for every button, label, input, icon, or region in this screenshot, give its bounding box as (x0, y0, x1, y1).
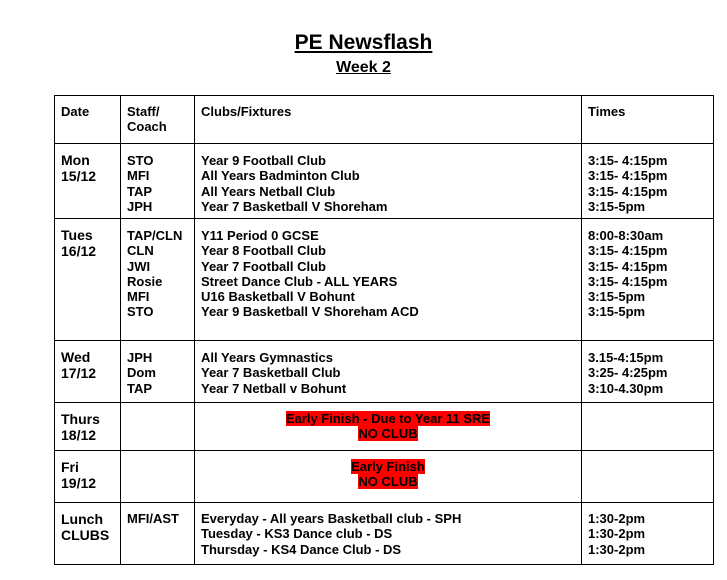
cell-line: Tues (61, 227, 93, 243)
notice-line: NO CLUB (358, 474, 418, 490)
cell-line: Thurs (61, 411, 100, 427)
cell-line: Fri (61, 459, 79, 475)
cell-line: JPH (127, 198, 153, 214)
notice-line: Early Finish - Due to Year 11 SRE (285, 411, 491, 426)
cell-line: Dom (127, 365, 156, 381)
cell-line: 3:15- 4:15pm (588, 273, 668, 289)
header-times: Times (582, 96, 714, 144)
notice-cell (195, 451, 582, 503)
cell-line: 17/12 (61, 365, 97, 381)
cell-line: MFI (127, 289, 150, 305)
cell-line: MFI/AST (127, 511, 179, 526)
cell-line: 3:15-5pm (588, 304, 646, 320)
cell-line: Year 9 Basketball V Shoreham ACD (201, 304, 419, 320)
cell-line: 3:15- 4:15pm (588, 258, 668, 274)
cell-line: JWI (127, 258, 151, 274)
cell-line: STO (127, 304, 154, 320)
table-row (55, 341, 714, 403)
date-cell (55, 219, 121, 341)
cell-line: 3.15-4:15pm (588, 350, 664, 365)
staff-cell (121, 403, 195, 451)
staff-cell (121, 451, 195, 503)
cell-line: Street Dance Club - ALL YEARS (201, 273, 398, 289)
cell-line: Lunch (61, 511, 103, 527)
cell-line: Y11 Period 0 GCSE (201, 228, 319, 243)
cell-line: 3:15- 4:15pm (588, 183, 668, 199)
staff-cell (121, 144, 195, 219)
notice-line: Early Finish (351, 459, 425, 474)
schedule-table (54, 95, 714, 565)
cell-line: Year 7 Netball v Bohunt (201, 380, 347, 396)
header-date: Date (55, 96, 121, 144)
cell-line: MFI (127, 168, 150, 184)
table-row (55, 403, 714, 451)
cell-line: U16 Basketball V Bohunt (201, 289, 355, 305)
clubs-cell (195, 503, 582, 565)
cell-line: 19/12 (61, 475, 97, 491)
staff-cell (121, 503, 195, 565)
cell-line: Year 7 Football Club (201, 258, 326, 274)
cell-line: Year 9 Football Club (201, 153, 326, 168)
staff-cell (121, 219, 195, 341)
cell-line: 3:15-5pm (588, 289, 646, 305)
cell-line: 16/12 (61, 243, 97, 259)
date-cell (55, 503, 121, 565)
times-cell (582, 341, 714, 403)
notice-cell (195, 403, 582, 451)
cell-line: Everyday - All years Basketball club - SPH (201, 511, 462, 526)
staff-cell (121, 341, 195, 403)
cell-line: 3:15- 4:15pm (588, 168, 668, 184)
date-cell (55, 341, 121, 403)
cell-line: 3:10-4.30pm (588, 380, 664, 396)
cell-line: Wed (61, 349, 91, 365)
header-staff: Staff/ Coach (121, 96, 195, 144)
notice-line: NO CLUB (358, 426, 418, 442)
table-row (55, 451, 714, 503)
clubs-cell (195, 144, 582, 219)
table-row (55, 144, 714, 219)
cell-line: 3:15-5pm (588, 198, 646, 214)
cell-line: CLN (127, 243, 154, 259)
cell-line: 18/12 (61, 427, 97, 443)
clubs-cell (195, 341, 582, 403)
page-subtitle: Week 2 (336, 59, 391, 76)
table-row (55, 219, 714, 341)
cell-line: STO (127, 153, 154, 168)
cell-line: 1:30-2pm (588, 526, 646, 542)
cell-line: TAP (127, 183, 153, 199)
cell-line: 3:15- 4:15pm (588, 243, 668, 259)
cell-line: TAP/CLN (127, 228, 183, 243)
cell-line: All Years Gymnastics (201, 350, 334, 365)
cell-line: Year 8 Football Club (201, 243, 326, 259)
cell-line: Year 7 Basketball V Shoreham (201, 198, 388, 214)
header-clubs: Clubs/Fixtures (195, 96, 582, 144)
cell-line: 15/12 (61, 168, 97, 184)
times-cell (582, 503, 714, 565)
date-cell (55, 451, 121, 503)
cell-line: 3:15- 4:15pm (588, 153, 668, 168)
cell-line: All Years Badminton Club (201, 168, 360, 184)
table-header-row (55, 96, 714, 144)
cell-line: 3:25- 4:25pm (588, 365, 668, 381)
cell-line: Year 7 Basketball Club (201, 365, 341, 381)
times-cell (582, 403, 714, 451)
cell-line: Tuesday - KS3 Dance club - DS (201, 526, 393, 542)
table-row (55, 503, 714, 565)
times-cell (582, 451, 714, 503)
date-cell (55, 403, 121, 451)
page-title: PE Newsflash (294, 31, 433, 54)
cell-line: 1:30-2pm (588, 541, 646, 557)
cell-line: Mon (61, 152, 90, 168)
cell-line: All Years Netball Club (201, 183, 336, 199)
cell-line: JPH (127, 350, 153, 365)
cell-line: Rosie (127, 273, 163, 289)
cell-line: TAP (127, 380, 153, 396)
date-cell (55, 144, 121, 219)
clubs-cell (195, 219, 582, 341)
times-cell (582, 144, 714, 219)
cell-line: Thursday - KS4 Dance Club - DS (201, 541, 402, 557)
cell-line: 1:30-2pm (588, 511, 646, 526)
cell-line: CLUBS (61, 527, 110, 543)
times-cell (582, 219, 714, 341)
cell-line: 8:00-8:30am (588, 228, 664, 243)
